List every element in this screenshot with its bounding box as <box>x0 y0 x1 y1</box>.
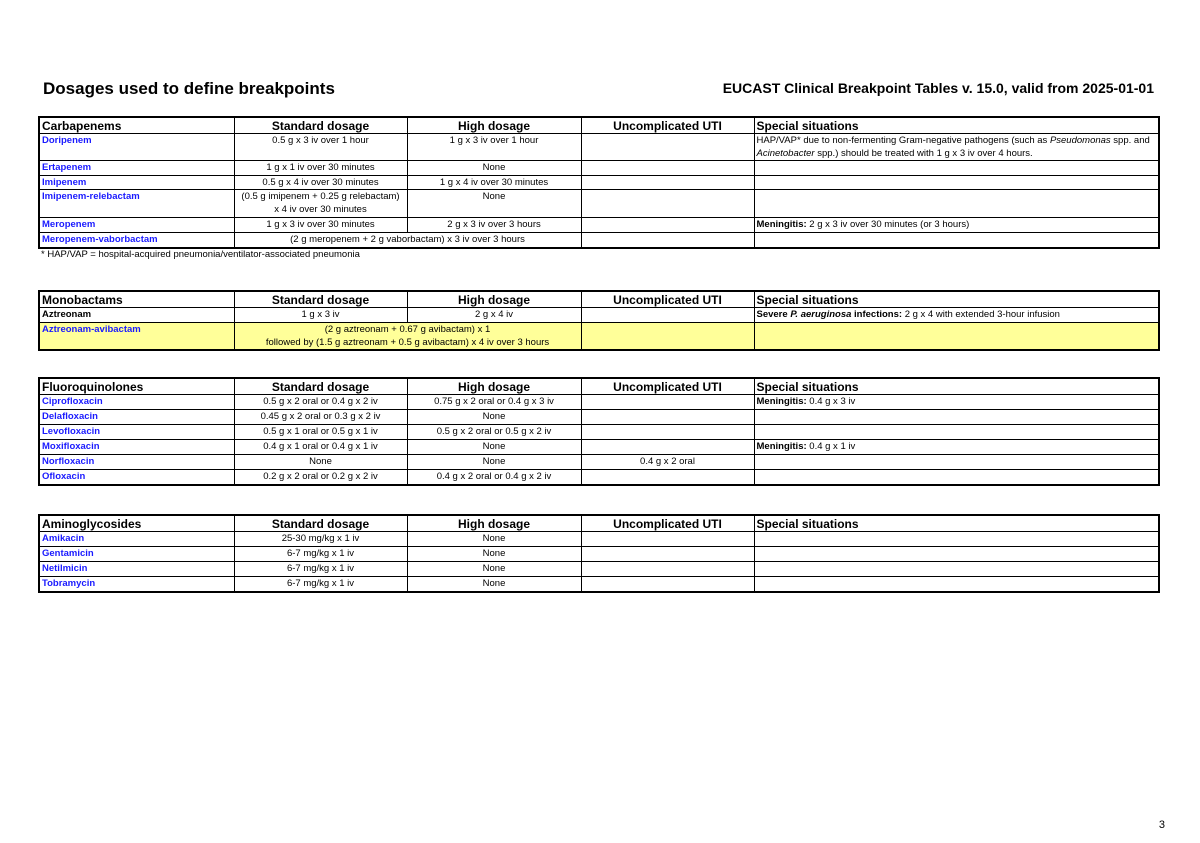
table-row <box>39 470 1159 485</box>
special-situation-cell <box>754 323 1159 351</box>
group-header: Fluoroquinolones <box>39 378 234 395</box>
special-label-part: Severe <box>756 309 791 320</box>
uti-cell <box>581 440 754 455</box>
group-header: Aminoglycosides <box>39 515 234 532</box>
special-label: Meningitis: <box>756 396 807 407</box>
uti-cell <box>581 218 754 233</box>
standard-dosage-cell: 0.5 g x 1 oral or 0.5 g x 1 iv <box>234 425 407 440</box>
special-situation-cell <box>754 176 1159 190</box>
high-dosage-cell: None <box>407 577 581 592</box>
standard-dosage-header: Standard dosage <box>234 378 407 395</box>
standard-dosage-cell: (2 g meropenem + 2 g vaborbactam) x 3 iv over 3 hours <box>234 233 581 248</box>
special-situations-header: Special situations <box>754 291 1159 308</box>
special-situation-cell <box>754 532 1159 547</box>
high-dosage-header: High dosage <box>407 291 581 308</box>
uti-cell: 0.4 g x 2 oral <box>581 455 754 470</box>
high-dosage-cell: 1 g x 4 iv over 30 minutes <box>407 176 581 190</box>
special-situation-cell <box>754 410 1159 425</box>
drug-link-ertapenem[interactable]: Ertapenem <box>39 161 234 176</box>
carbapenems-table <box>38 116 1160 249</box>
special-situation-cell <box>754 161 1159 176</box>
drug-link-meropenem-vaborbactam[interactable]: Meropenem-vaborbactam <box>39 233 234 248</box>
table-row <box>39 161 1159 176</box>
special-text: spp.) should be treated with 1 g x 3 iv over 4 hours. <box>814 148 1033 159</box>
special-situations-header: Special situations <box>754 515 1159 532</box>
drug-link[interactable]: Delafloxacin <box>39 410 234 425</box>
special-italic: Acinetobacter <box>756 148 815 159</box>
group-header: Carbapenems <box>39 117 234 134</box>
drug-link[interactable]: Tobramycin <box>39 577 234 592</box>
uti-cell <box>581 410 754 425</box>
standard-dosage-header: Standard dosage <box>234 291 407 308</box>
special-situation-cell <box>754 395 1159 410</box>
special-situation-cell <box>754 308 1159 323</box>
standard-dosage-header: Standard dosage <box>234 117 407 134</box>
table-header-row <box>39 291 1159 308</box>
dosage-line: (2 g aztreonam + 0.67 g avibactam) x 1 <box>324 324 491 335</box>
uti-cell <box>581 308 754 323</box>
table-row <box>39 308 1159 323</box>
standard-dosage-cell: 1 g x 3 iv over 30 minutes <box>234 218 407 233</box>
table-row <box>39 532 1159 547</box>
special-situation-cell <box>754 440 1159 455</box>
special-text: HAP/VAP* due to non-fermenting Gram-negative pathogens (such as <box>756 135 1050 146</box>
table-header-row <box>39 515 1159 532</box>
standard-dosage-cell: 25-30 mg/kg x 1 iv <box>234 532 407 547</box>
standard-dosage-cell: 1 g x 3 iv <box>234 308 407 323</box>
uti-cell <box>581 562 754 577</box>
uti-header: Uncomplicated UTI <box>581 515 754 532</box>
table-row <box>39 323 1159 351</box>
drug-link[interactable]: Norfloxacin <box>39 455 234 470</box>
special-label-part: infections: <box>851 309 903 320</box>
high-dosage-cell: None <box>407 455 581 470</box>
fluoroquinolones-table <box>38 377 1160 486</box>
uti-cell <box>581 547 754 562</box>
table-row <box>39 425 1159 440</box>
uti-cell <box>581 190 754 218</box>
standard-dosage-cell: 6-7 mg/kg x 1 iv <box>234 547 407 562</box>
high-dosage-cell: None <box>407 547 581 562</box>
page-number: 3 <box>1158 819 1165 831</box>
high-dosage-cell: None <box>407 440 581 455</box>
uti-cell <box>581 470 754 485</box>
high-dosage-cell: None <box>407 410 581 425</box>
group-header: Monobactams <box>39 291 234 308</box>
drug-link[interactable]: Ciprofloxacin <box>39 395 234 410</box>
special-situations-header: Special situations <box>754 117 1159 134</box>
table-row <box>39 176 1159 190</box>
special-situation-cell <box>754 425 1159 440</box>
standard-dosage-cell: 6-7 mg/kg x 1 iv <box>234 562 407 577</box>
high-dosage-cell: 0.4 g x 2 oral or 0.4 g x 2 iv <box>407 470 581 485</box>
high-dosage-header: High dosage <box>407 378 581 395</box>
table-row <box>39 455 1159 470</box>
special-situations-header: Special situations <box>754 378 1159 395</box>
dosage-line: (0.5 g imipenem + 0.25 g relebactam) <box>241 191 400 202</box>
dosage-line: followed by (1.5 g aztreonam + 0.5 g avibactam) x 4 iv over 3 hours <box>265 337 550 348</box>
special-label: Meningitis: <box>756 219 807 230</box>
uti-header: Uncomplicated UTI <box>581 117 754 134</box>
special-situation-cell <box>754 218 1159 233</box>
uti-cell <box>581 161 754 176</box>
special-text: 2 g x 3 iv over 30 minutes (or 3 hours) <box>806 219 970 230</box>
special-situation-cell <box>754 562 1159 577</box>
standard-dosage-cell: 6-7 mg/kg x 1 iv <box>234 577 407 592</box>
special-situation-cell <box>754 455 1159 470</box>
drug-link-meropenem[interactable]: Meropenem <box>39 218 234 233</box>
table-header-row <box>39 117 1159 134</box>
document-header: EUCAST Clinical Breakpoint Tables v. 15.0, valid from 2025-01-01 <box>722 80 1154 96</box>
drug-link[interactable]: Netilmicin <box>39 562 234 577</box>
uti-cell <box>581 323 754 351</box>
drug-link[interactable]: Moxifloxacin <box>39 440 234 455</box>
standard-dosage-cell: None <box>234 455 407 470</box>
footnote: * HAP/VAP = hospital-acquired pneumonia/ventilator-associated pneumonia <box>41 249 360 260</box>
standard-dosage-header: Standard dosage <box>234 515 407 532</box>
table-row <box>39 440 1159 455</box>
table-row <box>39 233 1159 248</box>
special-situation-cell <box>754 190 1159 218</box>
drug-link[interactable]: Levofloxacin <box>39 425 234 440</box>
standard-dosage-cell <box>234 323 581 351</box>
standard-dosage-cell: 0.5 g x 4 iv over 30 minutes <box>234 176 407 190</box>
high-dosage-header: High dosage <box>407 515 581 532</box>
special-text: 0.4 g x 1 iv <box>806 441 856 452</box>
standard-dosage-cell: 0.4 g x 1 oral or 0.4 g x 1 iv <box>234 440 407 455</box>
page-title: Dosages used to define breakpoints <box>43 79 335 98</box>
table-row <box>39 547 1159 562</box>
table-row <box>39 562 1159 577</box>
uti-header: Uncomplicated UTI <box>581 378 754 395</box>
high-dosage-cell: None <box>407 532 581 547</box>
uti-cell <box>581 176 754 190</box>
drug-name-aztreonam: Aztreonam <box>39 308 234 323</box>
high-dosage-cell: 0.75 g x 2 oral or 0.4 g x 3 iv <box>407 395 581 410</box>
special-text: 0.4 g x 3 iv <box>806 396 856 407</box>
drug-link[interactable]: Amikacin <box>39 532 234 547</box>
drug-link[interactable]: Gentamicin <box>39 547 234 562</box>
drug-link[interactable]: Ofloxacin <box>39 470 234 485</box>
uti-cell <box>581 425 754 440</box>
special-italic: Pseudomonas <box>1049 135 1111 146</box>
special-situation-cell <box>754 577 1159 592</box>
table-row <box>39 410 1159 425</box>
standard-dosage-cell: 0.45 g x 2 oral or 0.3 g x 2 iv <box>234 410 407 425</box>
aminoglycosides-table <box>38 514 1160 593</box>
high-dosage-cell: 2 g x 3 iv over 3 hours <box>407 218 581 233</box>
high-dosage-cell: None <box>407 562 581 577</box>
high-dosage-cell: None <box>407 190 581 218</box>
uti-cell <box>581 134 754 161</box>
standard-dosage-cell: 0.5 g x 3 iv over 1 hour <box>234 134 407 161</box>
dosage-line: x 4 iv over 30 minutes <box>274 204 367 215</box>
special-situation-cell <box>754 547 1159 562</box>
special-text: 2 g x 4 with extended 3-hour infusion <box>902 309 1060 320</box>
high-dosage-cell: None <box>407 161 581 176</box>
drug-link-aztreonam-avibactam[interactable]: Aztreonam-avibactam <box>39 323 234 351</box>
table-row <box>39 134 1159 161</box>
uti-cell <box>581 532 754 547</box>
special-situation-cell <box>754 470 1159 485</box>
high-dosage-header: High dosage <box>407 117 581 134</box>
uti-header: Uncomplicated UTI <box>581 291 754 308</box>
special-situation-cell <box>754 233 1159 248</box>
monobactams-table <box>38 290 1160 351</box>
high-dosage-cell: 0.5 g x 2 oral or 0.5 g x 2 iv <box>407 425 581 440</box>
high-dosage-cell: 1 g x 3 iv over 1 hour <box>407 134 581 161</box>
standard-dosage-cell: 0.2 g x 2 oral or 0.2 g x 2 iv <box>234 470 407 485</box>
special-situation-cell <box>754 134 1159 161</box>
standard-dosage-cell: 0.5 g x 2 oral or 0.4 g x 2 iv <box>234 395 407 410</box>
high-dosage-cell: 2 g x 4 iv <box>407 308 581 323</box>
table-row <box>39 577 1159 592</box>
special-label: Meningitis: <box>756 441 807 452</box>
special-label <box>757 309 903 320</box>
standard-dosage-cell <box>234 190 407 218</box>
drug-link-doripenem[interactable]: Doripenem <box>39 134 234 161</box>
special-italic: P. aeruginosa <box>790 309 852 320</box>
table-row <box>39 395 1159 410</box>
standard-dosage-cell: 1 g x 1 iv over 30 minutes <box>234 161 407 176</box>
table-row <box>39 190 1159 218</box>
uti-cell <box>581 577 754 592</box>
special-text: spp. and <box>1110 135 1150 146</box>
uti-cell <box>581 395 754 410</box>
uti-cell <box>581 233 754 248</box>
table-row <box>39 218 1159 233</box>
drug-link-imipenem[interactable]: Imipenem <box>39 176 234 190</box>
drug-link-imipenem-relebactam[interactable]: Imipenem-relebactam <box>39 190 234 218</box>
table-header-row <box>39 378 1159 395</box>
